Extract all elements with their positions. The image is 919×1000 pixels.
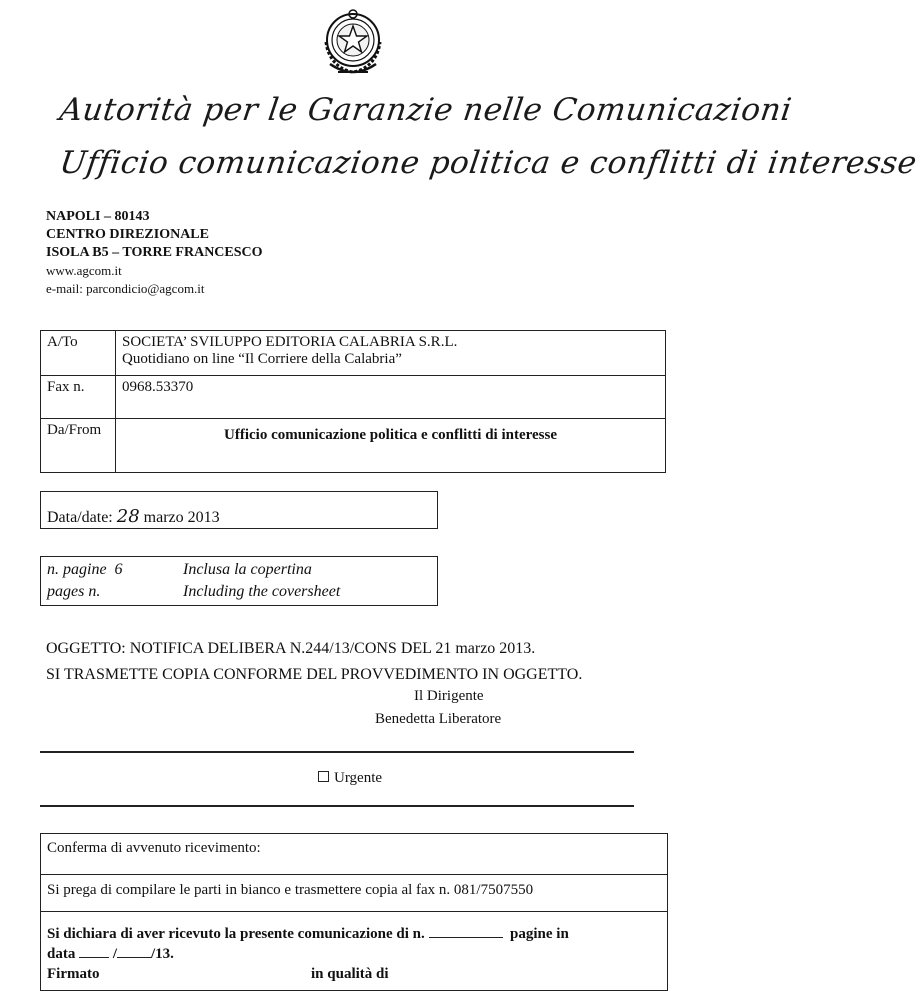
- pages-count: 6: [114, 561, 123, 578]
- fax-label: Fax n.: [41, 376, 116, 419]
- to-label: A/To: [41, 331, 116, 376]
- pages-label-en: pages n.: [47, 583, 101, 600]
- address-building: CENTRO DIREZIONALE: [46, 227, 209, 242]
- capacity-label: in qualità di: [311, 966, 389, 982]
- email-link[interactable]: e-mail: parcondicio@agcom.it: [46, 281, 205, 296]
- urgent-label: Urgente: [334, 770, 383, 786]
- signer-name: Benedetta Liberatore: [375, 711, 502, 727]
- to-value: [116, 331, 666, 376]
- to-company: SOCIETA’ SVILUPPO EDITORIA CALABRIA S.R.L.: [122, 334, 458, 350]
- fax-value: 0968.53370: [116, 376, 666, 419]
- signer-title: Il Dirigente: [414, 688, 484, 704]
- to-newspaper: Quotidiano on line “Il Corriere della Calabria”: [122, 351, 402, 367]
- transmit-line: SI TRASMETTE COPIA CONFORME DEL PROVVEDIMENTO IN OGGETTO.: [46, 666, 583, 683]
- date-box: [40, 491, 438, 529]
- urgent-checkbox[interactable]: [318, 771, 329, 782]
- date-day: 28: [116, 506, 140, 527]
- urgent-option[interactable]: [318, 770, 382, 787]
- sender-address: [46, 208, 263, 298]
- receipt-declaration: [47, 924, 659, 984]
- confirmation-box: [40, 833, 668, 991]
- pages-count-field[interactable]: [429, 925, 503, 938]
- day-field[interactable]: [79, 945, 109, 958]
- table-row: [41, 419, 666, 473]
- pages-box: [40, 556, 438, 606]
- confirmation-instruction-row: [41, 874, 667, 912]
- signed-label: Firmato: [47, 966, 100, 982]
- subject-block: [46, 636, 582, 688]
- confirmation-title-row: [41, 834, 667, 875]
- divider: [40, 805, 634, 807]
- website-link[interactable]: www.agcom.it: [46, 263, 122, 278]
- address-city: NAPOLI – 80143: [46, 209, 150, 224]
- pages-including-it: Inclusa la copertina: [183, 561, 312, 578]
- pages-label-it: n. pagine 6: [47, 561, 123, 578]
- confirmation-instruction: Si prega di compilare le parti in bianco e trasmettere copia al fax n. 081/7507550: [47, 882, 534, 898]
- declaration-date-line: data / /13.: [47, 946, 174, 962]
- table-row: [41, 376, 666, 419]
- table-row: [41, 331, 666, 376]
- subject-line: OGGETTO: NOTIFICA DELIBERA N.244/13/CONS DEL 21 marzo 2013.: [46, 640, 536, 657]
- recipient-table: [40, 330, 666, 473]
- confirmation-title: Conferma di avvenuto ricevimento:: [47, 840, 261, 856]
- date-month-year: marzo 2013: [143, 509, 220, 526]
- office-name: Ufficio comunicazione politica e conflitti di interesse: [57, 145, 919, 181]
- declaration-line: Si dichiara di aver ricevuto la presente comunicazione di n. pagine in: [47, 926, 569, 942]
- republic-emblem: [318, 6, 388, 82]
- date-label: Data/date:: [47, 509, 113, 526]
- divider: [40, 751, 634, 753]
- pages-including-en: Including the coversheet: [183, 583, 341, 600]
- month-field[interactable]: [117, 945, 151, 958]
- address-isola: ISOLA B5 – TORRE FRANCESCO: [46, 245, 263, 260]
- from-value: Ufficio comunicazione politica e conflitti di interesse: [116, 419, 666, 473]
- signature-line: [47, 964, 659, 984]
- from-label: Da/From: [41, 419, 116, 473]
- authority-name: Autorità per le Garanzie nelle Comunicazioni: [57, 92, 795, 128]
